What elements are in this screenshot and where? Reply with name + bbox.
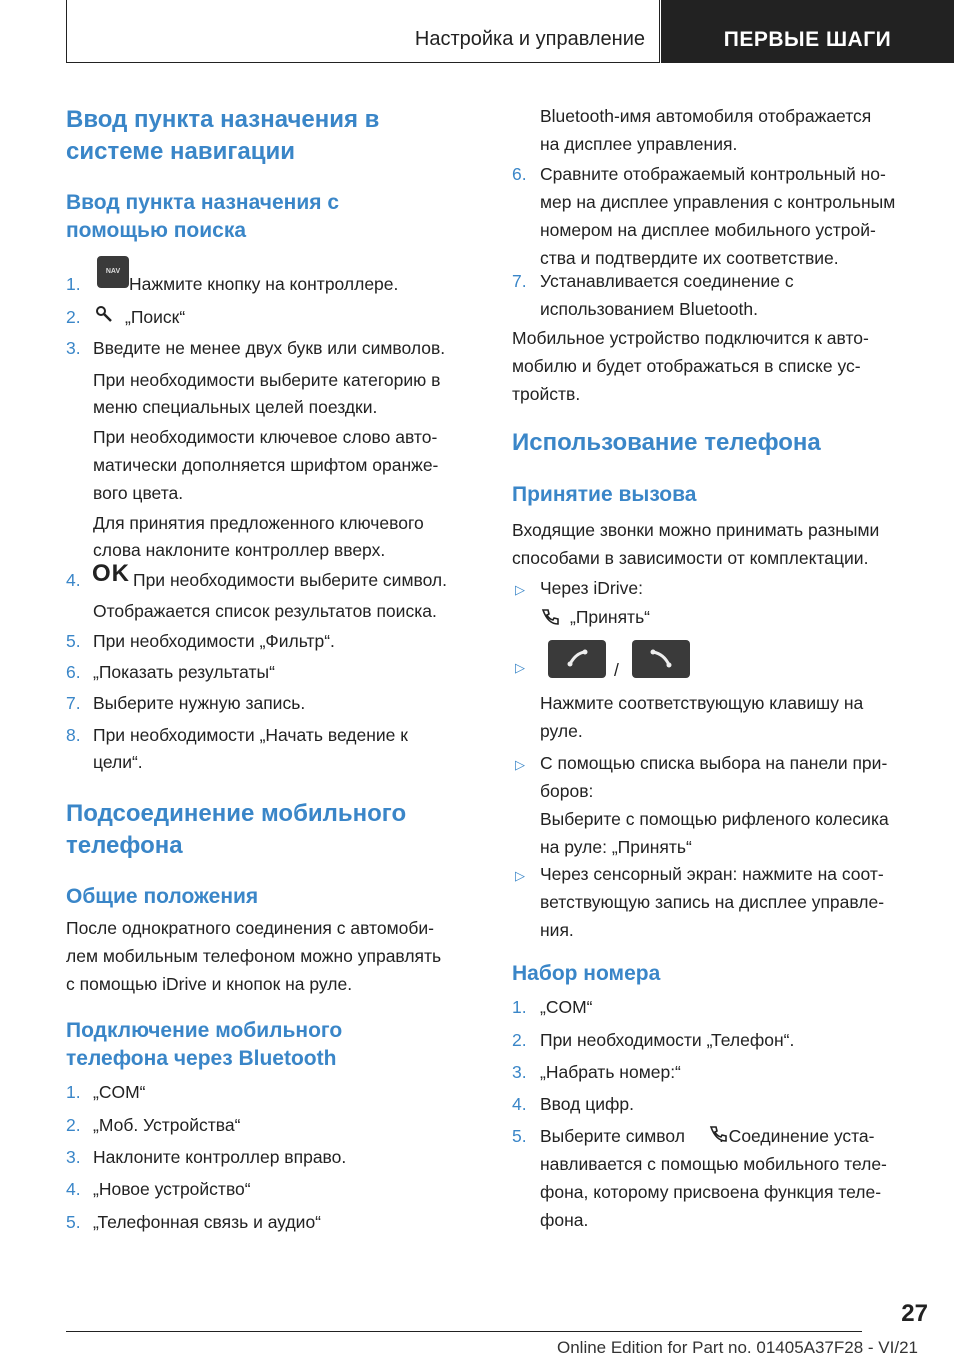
step-text: вого цвета. xyxy=(93,483,184,503)
heading-search-1: Ввод пункта назначения с xyxy=(66,191,339,214)
step-number: 4. xyxy=(512,1094,527,1114)
step-number: 1. xyxy=(512,997,527,1017)
section-tab xyxy=(66,0,660,63)
step-text: слова наклоните контроллер вверх. xyxy=(93,540,386,560)
step-text: навливается с помощью мобильного теле- xyxy=(540,1154,887,1174)
footer-edition: Online Edition for Part no. 01405A37F28 - VI/21 xyxy=(556,1338,918,1357)
step-text: Сравните отображаемый контрольный но- xyxy=(540,164,886,184)
step-number: 3. xyxy=(512,1062,527,1082)
step-text: „Моб. Устройства“ xyxy=(93,1115,241,1135)
step-number: 7. xyxy=(512,271,527,291)
bullet-cluster-1: С помощью списка выбора на панели при- xyxy=(540,753,888,773)
step-number: 6. xyxy=(512,164,527,184)
bullet-idrive: Через iDrive: xyxy=(540,578,643,598)
heading-nav-1: Ввод пункта назначения в xyxy=(66,106,380,133)
general-text-2: лем мобильным телефоном можно управлять xyxy=(66,946,442,966)
heading-nav-2: системе навигации xyxy=(66,138,295,165)
bullet-touch-1: Через сенсорный экран: нажмите на соот- xyxy=(540,864,884,884)
page-header xyxy=(66,0,954,63)
bullet-cluster-2: боров: xyxy=(540,781,594,801)
step-number: 4. xyxy=(66,570,81,590)
section-title: Настройка и управление xyxy=(414,28,645,50)
phone-accept-key-icon xyxy=(632,640,690,678)
step-number: 2. xyxy=(66,307,81,327)
step-text: „Поиск“ xyxy=(125,307,186,327)
bullet-wheel-1: Нажмите соответствующую клавишу на xyxy=(540,693,864,713)
step-text: ства и подтвердите их соответствие. xyxy=(540,248,839,268)
step-text: цели“. xyxy=(93,752,143,772)
bullet-icon: ▷ xyxy=(515,757,525,772)
step-text: Отображается список результатов поиска. xyxy=(93,601,437,621)
heading-connect-1: Подсоединение мобильного xyxy=(66,800,407,827)
connected-text-3: тройств. xyxy=(512,384,581,404)
bullet-wheel-2: руле. xyxy=(540,721,583,741)
step-text: „Показать результаты“ xyxy=(93,662,275,682)
step-text: мер на дисплее управления с контрольным xyxy=(540,192,896,212)
step-number: 5. xyxy=(66,631,81,651)
general-text-3: с помощью iDrive и кнопок на руле. xyxy=(66,974,353,994)
bullet-cluster-3: Выберите с помощью рифленого колесика xyxy=(540,809,889,829)
nav-button-icon: NAV xyxy=(97,256,129,288)
step-text: номером на дисплее мобильного устрой- xyxy=(540,220,876,240)
step-text: При необходимости выберите категорию в xyxy=(93,370,441,390)
step-text: фона, которому присвоена функция теле- xyxy=(540,1182,882,1202)
step-number: 3. xyxy=(66,1147,81,1167)
accept-text-1: Входящие звонки можно принимать разными xyxy=(512,520,880,540)
heading-bt-1: Подключение мобильного xyxy=(66,1019,343,1042)
step-text: Выберите символ . Соединение уста- xyxy=(540,1126,875,1146)
chapter-tab xyxy=(661,0,954,63)
step-text: Нажмите кнопку на контроллере. xyxy=(129,274,399,294)
heading-search-2: помощью поиска xyxy=(66,219,247,242)
step-number: 8. xyxy=(66,725,81,745)
phone-icon xyxy=(540,607,560,627)
step-text: Для принятия предложенного ключевого xyxy=(93,513,424,533)
bullet-cluster-4: на руле: „Принять“ xyxy=(540,837,692,857)
heading-general: Общие положения xyxy=(66,885,259,908)
step-text: Устанавливается соединение с xyxy=(540,271,794,291)
step-text: При необходимости „Телефон“. xyxy=(540,1030,795,1050)
step-number: 6. xyxy=(66,662,81,682)
bullet-icon: ▷ xyxy=(515,582,525,597)
step-number: 1. xyxy=(66,1082,81,1102)
step-text: При необходимости выберите символ. xyxy=(133,570,448,590)
accept-option: „Принять“ xyxy=(570,607,651,627)
phone-key-icon xyxy=(548,640,606,678)
step-number: 3. xyxy=(66,338,81,358)
step-text: Bluetooth-имя автомобиля отображается xyxy=(540,106,872,126)
step-number: 5. xyxy=(512,1126,527,1146)
step-text: Выберите нужную запись. xyxy=(93,693,306,713)
footer-divider xyxy=(66,1331,862,1332)
step-number: 2. xyxy=(512,1030,527,1050)
heading-dial: Набор номера xyxy=(512,962,661,985)
bullet-icon: ▷ xyxy=(515,660,525,675)
step-text: „Новое устройство“ xyxy=(93,1179,251,1199)
step-number: 2. xyxy=(66,1115,81,1135)
heading-accept: Принятие вызова xyxy=(512,483,697,506)
step-text: на дисплее управления. xyxy=(540,134,738,154)
heading-connect-2: телефона xyxy=(66,832,183,859)
accept-text-2: способами в зависимости от комплектации. xyxy=(512,548,869,568)
step-text: „COM“ xyxy=(93,1082,146,1102)
step-text: „Набрать номер:“ xyxy=(540,1062,681,1082)
step-text: Наклоните контроллер вправо. xyxy=(93,1147,347,1167)
step-text: Введите не менее двух букв или символов. xyxy=(93,338,446,358)
bullet-touch-2: ветствующую запись на дисплее управле- xyxy=(540,892,885,912)
step-text: При необходимости „Начать ведение к xyxy=(93,725,408,745)
step-text: матически дополняется шрифтом оранже- xyxy=(93,455,439,475)
step-text: Ввод цифр. xyxy=(540,1094,634,1114)
heading-use: Использование телефона xyxy=(512,429,821,456)
connected-text-1: Мобильное устройство подключится к авто- xyxy=(512,328,869,348)
step-text: „Телефонная связь и аудио“ xyxy=(93,1212,322,1232)
step-text: „COM“ xyxy=(540,997,593,1017)
general-text-1: После однократного соединения с автомоби- xyxy=(66,918,434,938)
step-text: меню специальных целей поездки. xyxy=(93,397,378,417)
slash: / xyxy=(614,660,619,680)
chapter-title: ПЕРВЫЕ ШАГИ xyxy=(723,28,892,51)
bullet-icon: ▷ xyxy=(515,868,525,883)
step-text: При необходимости ключевое слово авто- xyxy=(93,427,438,447)
ok-icon: OK xyxy=(92,560,130,587)
step-number: 5. xyxy=(66,1212,81,1232)
heading-bt-2: телефона через Bluetooth xyxy=(66,1047,337,1070)
connected-text-2: мобилю и будет отображаться в списке ус- xyxy=(512,356,861,376)
step-number: 4. xyxy=(66,1179,81,1199)
search-icon xyxy=(95,305,115,325)
step-text: При необходимости „Фильтр“. xyxy=(93,631,335,651)
step-text: использованием Bluetooth. xyxy=(540,299,758,319)
step-text: фона. xyxy=(540,1210,589,1230)
step-number: 1. xyxy=(66,274,81,294)
page-number: 27 xyxy=(901,1300,928,1327)
step-number: 7. xyxy=(66,693,81,713)
phone-icon xyxy=(707,1124,731,1144)
bullet-touch-3: ния. xyxy=(540,920,574,940)
